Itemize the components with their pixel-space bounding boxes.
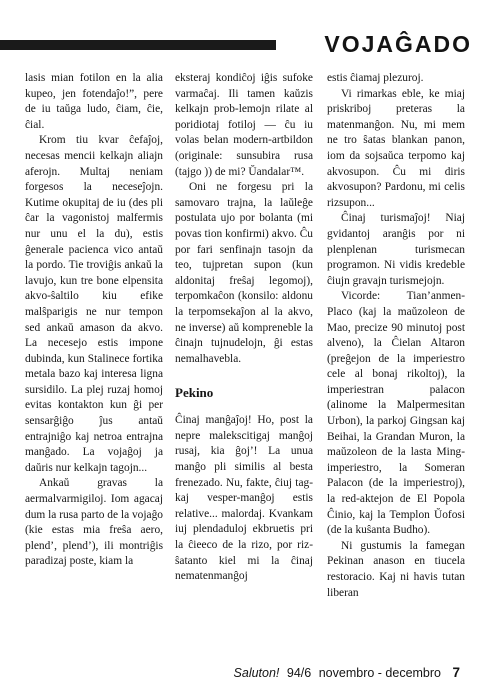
page-number: 7 bbox=[452, 665, 460, 680]
paragraph: Ĉinaj turismaĵoj! Niaj gvidantoj aranĝis por ni plenplenan turismecan programon. Ni vidis kredeble ĉiujn gravajn turismejojn. bbox=[327, 212, 465, 287]
paragraph: Ankaŭ gravas la aermalvarmigiloj. Iom agacaj dum la rusa parto de la vojaĝo (kie estas mia freŝa aero, plend’, plend’), ili montriĝis paradizaj poste, kiam la bbox=[25, 477, 163, 568]
paragraph: Krom tiu kvar ĉefaĵoj, necesas mencii kelkajn aliajn aferojn. Multaj neniam forgesos la neceseĵojn. Kutime okupitaj de iu (des pli ĉar la vagonistoj malfermis nur unu el la du), estis ĝenerale pacienca vico antaŭ la pordo. Tie troviĝis ankaŭ la lavujo, kun tre bone elpensita akvo-ŝaltilo kiu efike malŝparigis ne nur tempon sed ankaŭ amason da akvo. La necesejo estis impone dubinda, kun Stalinece fortika metala bazo kaj interesa ligna sursidilo. La plej ruzaj homoj evitas kontakton kun ĝi per sensarĝiĝo ĵus antaŭ entrajniĝo kaj netroa entrajna manĝado. La vojaĝoj ja daŭris nur kelkajn tagojn... bbox=[25, 134, 163, 474]
paragraph: lasis mian fotilon en la alia kupeo, jen fotendaĵo!”, pere de iu taŭga ludo, ĉiam, ĉie, ĉial. bbox=[25, 72, 163, 131]
paragraph: Oni ne forgesu pri la samovaro trajna, la laŭleĝe postulata ujo por bolanta (mi povas tion konfirmi) akvo. Ĉu por fari senfinajn tasojn da teo, tujpretan supon (kun aldonitaj freŝaj legomoj), terpomkaĉon (konsilo: aldonu la terpomsekaĵon al la akvo, ne inverse) aŭ kompreneble la ĉinajn tujnudelojn, ĝi estas nemalhavebla. bbox=[175, 181, 313, 365]
publication-name: Saluton! bbox=[233, 666, 280, 680]
page-footer bbox=[234, 665, 460, 680]
issue-months: novembro - decembro bbox=[318, 666, 441, 680]
paragraph: Ĉinaj manĝaĵoj! Ho, post la nepre malekscitigaj manĝoj rusaj, kia ĝoj’! La unua manĝo pli similis al besta frenezado. Nu, fakte, ĉiuj tag- kaj vesper-manĝoj estis relative... malordaj. Kvankam iuj plendaduloj ekbruetis pri la ĉieeco de la rizo, por riz-ŝatanto kiel mi la ĉinaj nematenmanĝoj bbox=[175, 414, 313, 583]
issue-number: 94/6 bbox=[286, 666, 312, 680]
text-column-2 bbox=[175, 71, 313, 585]
text-column-3 bbox=[327, 71, 465, 601]
paragraph: Ni gustumis la famegan Pekinan anason en tiucela restoracio. Kaj ni havis tutan liberan bbox=[327, 539, 465, 599]
subheading: Pekino bbox=[175, 385, 214, 401]
paragraph: eksteraj kondiĉoj iĝis sufoke varmaĉaj. Ili tamen kaŭzis kelkajn prob-lemojn rilate al poridiotaj fotiloj — ĉu iu volas belan modern-artbildon (originale: sunsubira rusa (tajgo )) de mi? Ŭandalar™. bbox=[175, 72, 313, 178]
paragraph: Vi rimarkas eble, ke miaj priskriboj preteras la matenmanĝon. Nu, mi mem ne tro ŝatas blankan panon, iom da sojsaŭca terpomo kaj akvosupon. Ĉu mi diris akvosupon? Pardonu, mi celis rizsupon... bbox=[327, 87, 465, 209]
header-rule bbox=[0, 40, 276, 50]
text-column-1 bbox=[25, 71, 163, 570]
paragraph: Vicorde: Tian’anmen-Placo (kaj la maŭzoleon de Mao, precize 90 minutoj post alveno), la Ĉielan Altaron (preĝejon de la imperiestro cele al bonaj rikoltoj), la imperiestran palacon (alinome la Malpermesitan Urbon), la parkoj Gingsan kaj Beihai, la Grandan Muron, la maŭzoleon de la lasta Ming-imperiestro, la Someran Palacon (de la imperiestroj), la red-aktejon de El Popola Ĉinio, kaj la Templon Ŭofosi (de la kuŝanta Budho). bbox=[327, 290, 465, 537]
paragraph: estis ĉiamaj plezuroj. bbox=[327, 72, 424, 84]
section-title: VOJAĜADO bbox=[324, 31, 472, 57]
